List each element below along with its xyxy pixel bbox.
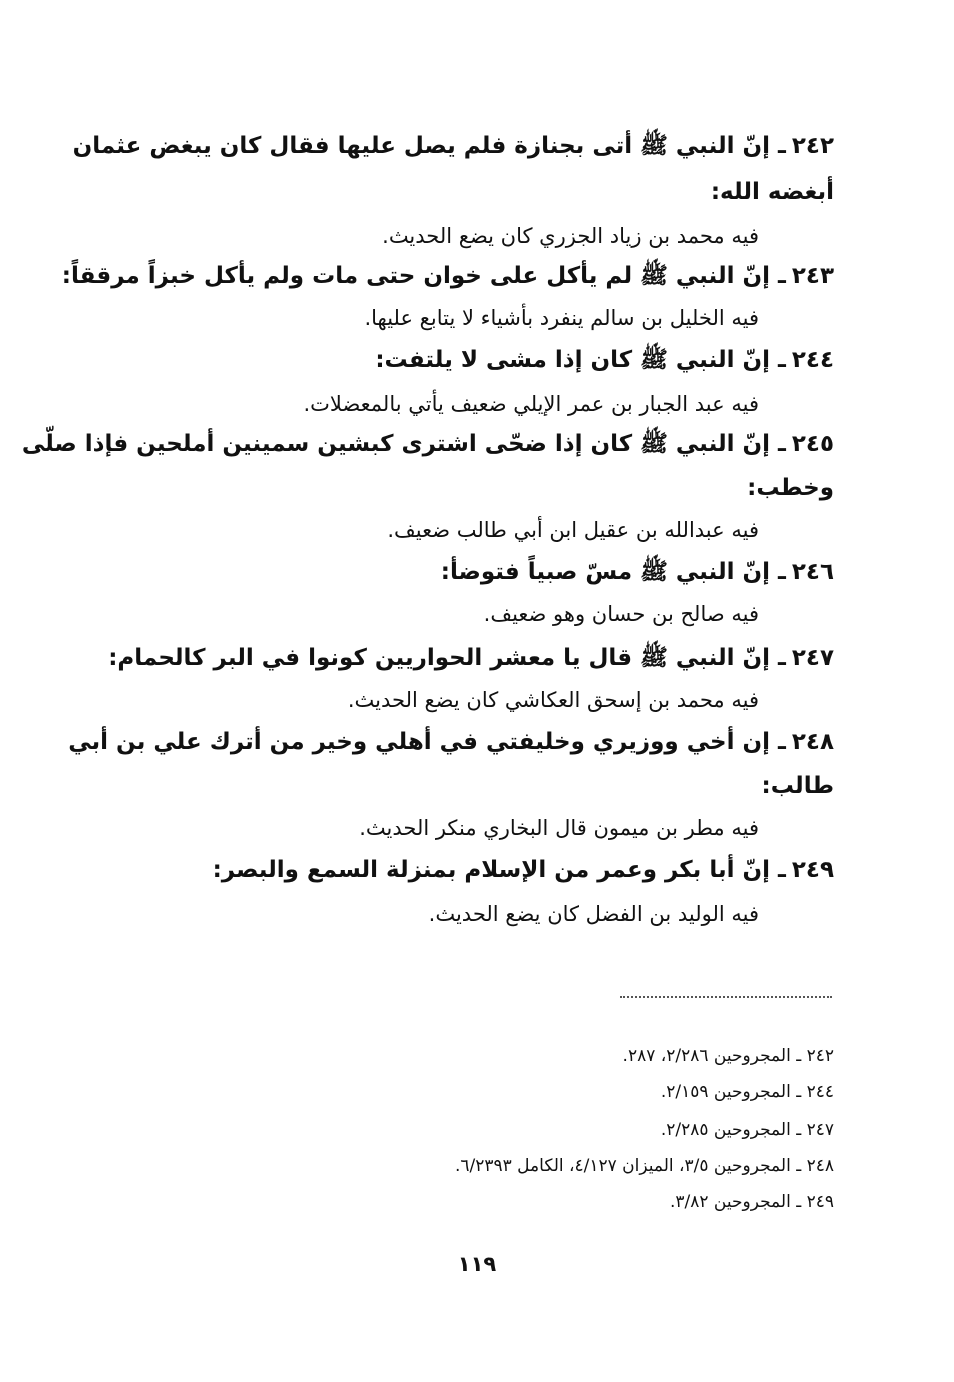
entry-246-text-1: إنّ النبي ﷺ مسّ صبياً فتوضأ:: [440, 559, 770, 585]
entry-249-note: فيه الوليد بن الفضل كان يضع الحديث.: [428, 902, 759, 926]
entry-243-line-1: ٢٤٣ـ إنّ النبي ﷺ لم يأكل على خوان حتى مات ولم يأكل خبزاً مرققاً:: [138, 260, 834, 292]
entry-247-number: ٢٤٧: [791, 645, 834, 671]
entry-245-note: فيه عبدالله بن عقيل ابن أبي طالب ضعيف.: [387, 518, 759, 542]
footnote-separator: [620, 996, 832, 1000]
footnote-249: ٢٤٩ ـ المجروحين ٣/٨٢.: [669, 1192, 834, 1212]
footnote-244: ٢٤٤ ـ المجروحين ٢/١٥٩.: [660, 1082, 834, 1102]
entry-244-line-1: ٢٤٤ـ إنّ النبي ﷺ كان إذا مشى لا يلتفت:: [138, 344, 834, 376]
entry-244-note: فيه عبد الجبار بن عمر الإيلي ضعيف يأتي بالمعضلات.: [303, 392, 759, 416]
entry-248-number: ٢٤٨: [791, 729, 834, 755]
entry-243-note: فيه الخليل بن سالم ينفرد بأشياء لا يتابع عليها.: [364, 306, 759, 330]
entry-242-number: ٢٤٢: [791, 133, 834, 159]
footnote-248: ٢٤٨ ـ المجروحين ٣/٥، الميزان ٤/١٢٧، الكامل ٦/٢٣٩٣.: [454, 1156, 834, 1176]
entry-242-text-2: أبغضه الله:: [710, 179, 834, 205]
entry-245-line-2: [138, 472, 834, 504]
entry-245-text-2: وخطب:: [747, 475, 834, 501]
entry-249-line-1: ٢٤٩ـ إنّ أبا بكر وعمر من الإسلام بمنزلة السمع والبصر:: [138, 854, 834, 886]
entry-242-line-1: ٢٤٢ـ إنّ النبي ﷺ أتى بجنازة فلم يصل عليها فقال كان يبغض عثمان: [138, 130, 834, 162]
entry-243-number: ٢٤٣: [791, 263, 834, 289]
entry-244-text-1: إنّ النبي ﷺ كان إذا مشى لا يلتفت:: [375, 347, 770, 373]
entry-243-text-1: إنّ النبي ﷺ لم يأكل على خوان حتى مات ولم يأكل خبزاً مرققاً:: [61, 263, 770, 289]
entry-248-line-2: [138, 770, 834, 802]
entry-245-number: ٢٤٥: [791, 431, 834, 457]
entry-246-note: فيه صالح بن حسان وهو ضعيف.: [483, 602, 759, 626]
entry-246-line-1: ٢٤٦ـ إنّ النبي ﷺ مسّ صبياً فتوضأ:: [138, 556, 834, 588]
entry-247-line-1: ٢٤٧ـ إنّ النبي ﷺ قال يا معشر الحواريين كونوا في البر كالحمام:: [138, 642, 834, 674]
entry-244-number: ٢٤٤: [791, 347, 834, 373]
entry-248-line-1: ٢٤٨ـ إن أخي ووزيري وخليفتي في أهلي وخير من أترك علي بن أبي: [138, 726, 834, 758]
entry-247-note: فيه محمد بن إسحق العكاشي كان يضع الحديث.: [347, 688, 759, 712]
entry-245-text-1: إنّ النبي ﷺ كان إذا ضحّى اشترى كبشين سمينين أملحين فإذا صلّى: [21, 431, 770, 457]
entry-248-text-2: طالب:: [761, 773, 834, 799]
page-number: ١١٩: [457, 1252, 497, 1276]
entry-249-text-1: إنّ أبا بكر وعمر من الإسلام بمنزلة السمع والبصر:: [212, 857, 770, 883]
entry-242-line-2: [138, 176, 834, 208]
entry-248-note: فيه مطر بن ميمون قال البخاري منكر الحديث.: [359, 816, 759, 840]
footnote-247: ٢٤٧ ـ المجروحين ٢/٢٨٥.: [660, 1120, 834, 1140]
entry-242-note: فيه محمد بن زياد الجزري كان يضع الحديث.: [382, 224, 759, 248]
entry-247-text-1: إنّ النبي ﷺ قال يا معشر الحواريين كونوا في البر كالحمام:: [108, 645, 770, 671]
entry-248-text-1: إن أخي ووزيري وخليفتي في أهلي وخير من أترك علي بن أبي: [68, 729, 770, 755]
entry-246-number: ٢٤٦: [791, 559, 834, 585]
entry-245-line-1: ٢٤٥ـ إنّ النبي ﷺ كان إذا ضحّى اشترى كبشين سمينين أملحين فإذا صلّى: [138, 428, 834, 460]
entry-249-number: ٢٤٩: [791, 857, 834, 883]
footnote-242: ٢٤٢ ـ المجروحين ٢/٢٨٦، ٢٨٧.: [622, 1046, 834, 1066]
entry-242-text-1: إنّ النبي ﷺ أتى بجنازة فلم يصل عليها فقال كان يبغض عثمان: [72, 133, 770, 159]
